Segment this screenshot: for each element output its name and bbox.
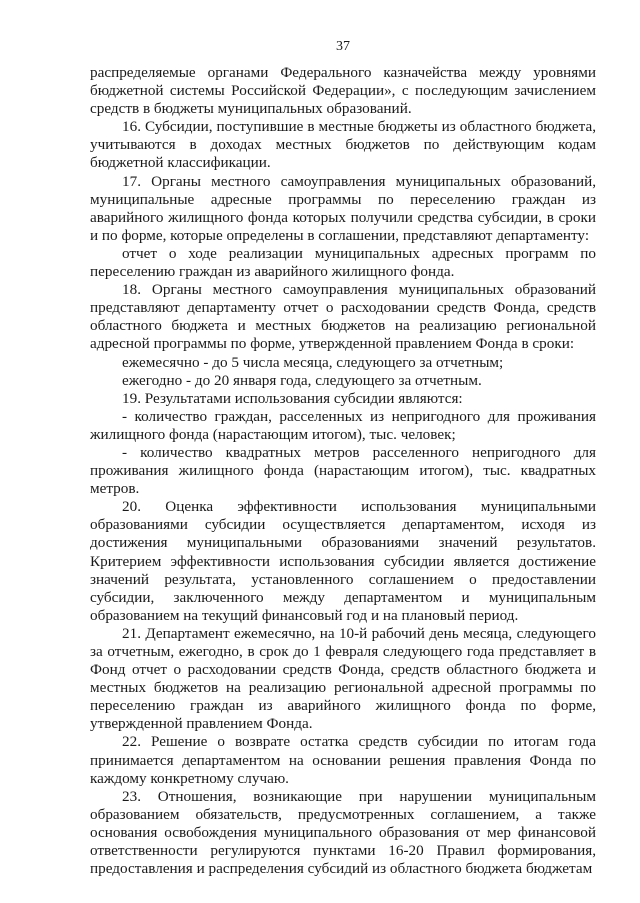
paragraph: - количество квадратных метров расселенного непригодного для проживания жилищного фонда (нарастающим итогом), тыс. квадратных метров. [90, 443, 596, 498]
paragraph: 23. Отношения, возникающие при нарушении муниципальным образованием обязательств, предусмотренных соглашением, а также основания освобождения муниципального образования от мер финансовой ответственности регулируются пунктами 16-20 Правил формирования, предоставления и распределения субсидий из областного бюджета бюджетам [90, 787, 596, 878]
paragraph: 18. Органы местного самоуправления муниципальных образований представляют департаменту отчет о расходовании средств Фонда, средств областного бюджета и местных бюджетов на реализацию региональной адресной программы по форме, утвержденной правлением Фонда в сроки: [90, 281, 596, 353]
paragraph: 21. Департамент ежемесячно, на 10-й рабочий день месяца, следующего за отчетным, ежегодно, в срок до 1 февраля следующего года представляет в Фонд отчет о расходовании средств Фонда, средств областного бюджета и местных бюджетов на реализацию региональной адресной программы по переселению граждан из аварийного жилищного фонда по форме, утвержденной правлением Фонда. [90, 624, 596, 733]
paragraph: - количество граждан, расселенных из непригодного для проживания жилищного фонда (нарастающим итогом), тыс. человек; [90, 407, 596, 443]
paragraph: 22. Решение о возврате остатка средств субсидии по итогам года принимается департаментом на основании решения правления Фонда по каждому конкретному случаю. [90, 733, 596, 787]
paragraph: 20. Оценка эффективности использования муниципальными образованиями субсидии осуществляется департаментом, исходя из достижения муниципальными образованиями значений результатов. Критерием эффективности использования субсидии является достижение значений результата, установленного соглашением о предоставлении субсидии, заключенного между департаментом и муниципальным образованием на текущий финансовый год и на плановый период. [90, 498, 596, 624]
paragraph: 19. Результатами использования субсидии являются: [122, 389, 463, 407]
paragraph: ежемесячно - до 5 числа месяца, следующего за отчетным; [122, 353, 504, 371]
document-body [90, 64, 596, 878]
page-number: 37 [336, 39, 350, 54]
paragraph: отчет о ходе реализации муниципальных адресных программ по переселению граждан из аварийного жилищного фонда. [90, 244, 596, 281]
paragraph: распределяемые органами Федерального казначейства между уровнями бюджетной системы Российской Федерации», с последующим зачислением средств в бюджеты муниципальных образований. [90, 64, 596, 118]
paragraph: 17. Органы местного самоуправления муниципальных образований, муниципальные адресные программы по переселению граждан из аварийного жилищного фонда которых получили средства субсидии, в сроки и по форме, которые определены в соглашении, представляют департаменту: [90, 172, 596, 244]
paragraph: 16. Субсидии, поступившие в местные бюджеты из областного бюджета, учитываются в доходах местных бюджетов по действующим кодам бюджетной классификации. [90, 118, 596, 172]
paragraph: ежегодно - до 20 января года, следующего за отчетным. [122, 371, 482, 389]
